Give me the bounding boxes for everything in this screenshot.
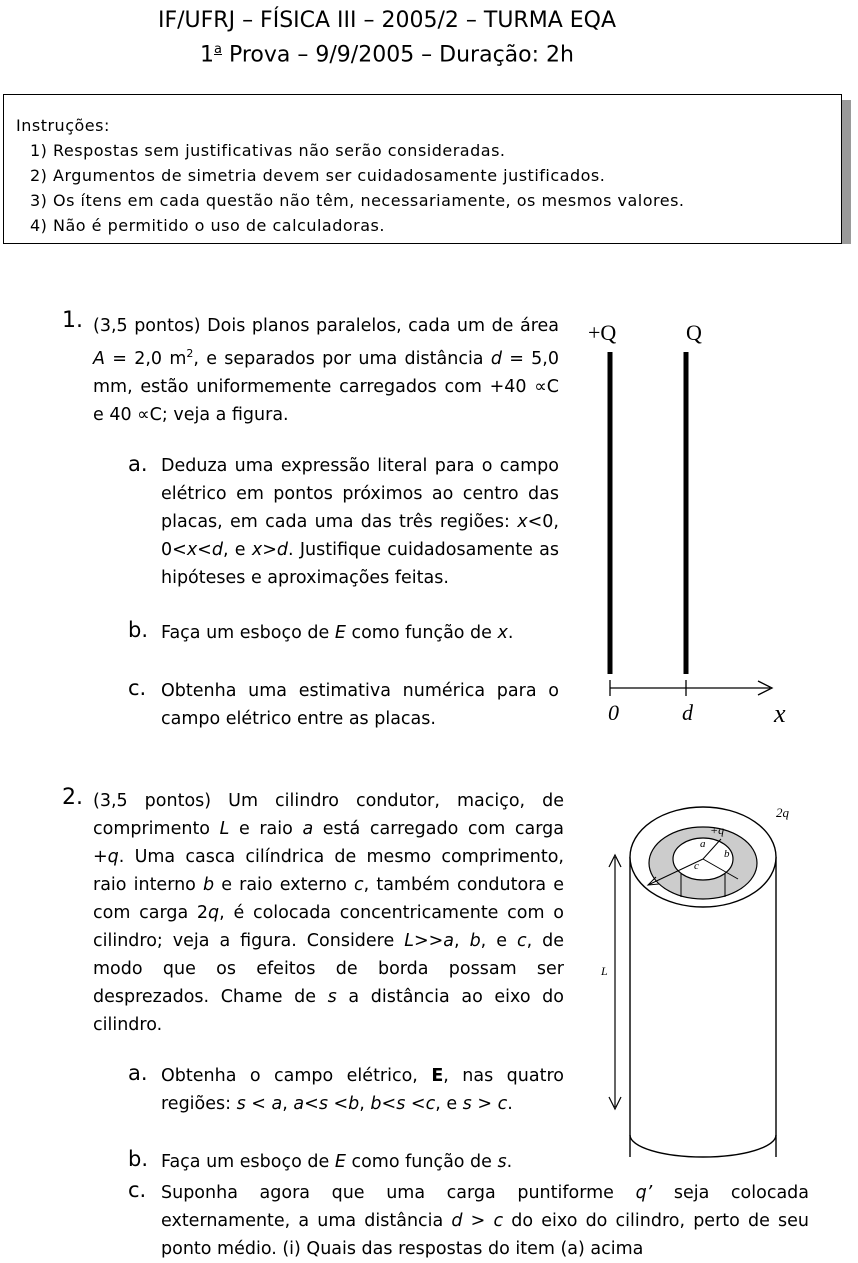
exam-header — [0, 6, 774, 69]
question-1a-text: Deduza uma expressão literal para o campo elétrico em pontos próximos ao centro das placas, em cada uma das três regiões: x<0, 0<x<d, e x>d. Justifique cuidadosamente as hipóteses e aproximações feitas. — [161, 456, 559, 588]
parallel-plates-figure — [580, 310, 800, 740]
question-2a-label: a. — [128, 1061, 148, 1085]
instruction-item: 4) Não é permitido o uso de calculadoras. — [30, 216, 385, 235]
label-zero: 0 — [608, 700, 619, 725]
outer-cylinder-bottom — [630, 1135, 776, 1157]
instruction-item: 2) Argumentos de simetria devem ser cuidadosamente justificados. — [30, 166, 606, 185]
plate-1-charge-label: +Q — [588, 320, 617, 345]
question-1-statement: (3,5 pontos) Dois planos paralelos, cada um de área A = 2,0 $m^2$, e separados por uma distância d = 5,0 mm, estão uniformemente carregados com +40 ∝C e 40 ∝C; veja a figura. — [93, 316, 560, 425]
instructions-title: Instruções: — [16, 116, 110, 135]
radius-b-label: b — [724, 848, 730, 860]
instruction-item: 3) Os ítens em cada questão não têm, necessariamente, os mesmos valores. — [30, 191, 685, 210]
plate-2-charge-label: Q — [686, 320, 702, 345]
exam-title: IF/UFRJ – FÍSICA III – 2005/2 – TURMA EQA — [157, 8, 617, 33]
inner-charge-label: +q — [710, 823, 725, 837]
question-2b-text: Faça um esboço de E como função de s. — [161, 1152, 513, 1172]
question-1c-label: c. — [128, 676, 147, 700]
question-1b-text: Faça um esboço de E como função de x. — [161, 623, 514, 643]
question-2-statement: (3,5 pontos) Um cilindro condutor, maciço, de comprimento L e raio a está carregado com carga +q. Uma casca cilíndrica de mesmo comprimento, raio interno b e raio externo c, também condutora e com carga 2q, é colocada concentricamente com o cilindro; veja a figura. Considere L>>a, b, e c, de modo que os efeitos de borda possam ser desprezados. Chame de s a distância ao eixo do cilindro. — [93, 791, 565, 1035]
radius-a-label: a — [700, 838, 706, 850]
label-d: d — [682, 700, 693, 725]
radius-c-label: c — [694, 860, 699, 872]
question-2b-label: b. — [128, 1147, 149, 1171]
length-label: L — [601, 964, 608, 978]
exam-subtitle: 1$^a$ Prova – 9/9/2005 – Duração: 2h — [200, 42, 574, 68]
question-2c-label: c. — [128, 1178, 147, 1202]
instruction-item: 1) Respostas sem justificativas não serão consideradas. — [30, 141, 506, 160]
question-1a-label: a. — [128, 452, 148, 476]
question-1-number: 1. — [62, 308, 83, 333]
question-2-number: 2. — [62, 785, 83, 810]
instructions-list — [16, 138, 831, 238]
question-2a-text: Obtenha o campo elétrico, E, nas quatro regiões: s < a, a<s <b, b<s <c, e s > c. — [161, 1066, 564, 1114]
coaxial-cylinder-figure — [590, 795, 805, 1170]
instructions-box — [3, 94, 842, 244]
question-1b-label: b. — [128, 618, 149, 642]
question-1c-text: Obtenha uma estimativa numérica para o campo elétrico entre as placas. — [161, 681, 559, 729]
question-2c-text: Suponha agora que uma carga puntiforme q’ seja colocada externamente, a uma distância d > c do eixo do cilindro, perto de seu ponto médio. (i) Quais das respostas do item (a) acima — [161, 1183, 810, 1259]
outer-charge-label: 2q — [776, 805, 789, 820]
label-x: x — [774, 699, 786, 728]
